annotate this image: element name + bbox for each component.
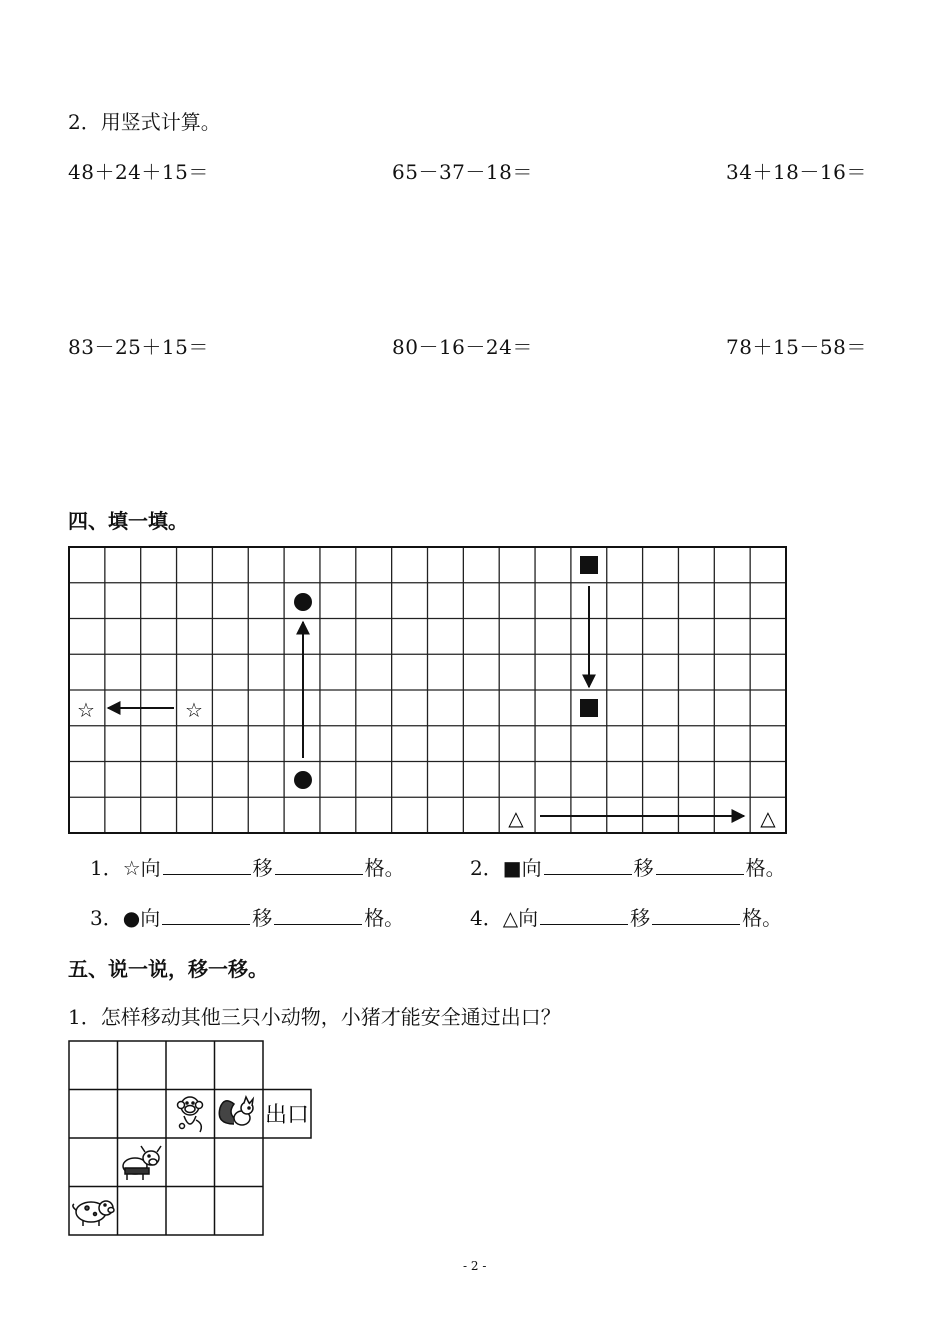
fill-question-3: 3． ● 向 移 格。	[90, 906, 405, 930]
monkey-icon[interactable]	[178, 1097, 203, 1132]
triangle-icon: △	[508, 806, 524, 830]
animal-puzzle-grid	[68, 1040, 314, 1238]
steps-blank[interactable]	[274, 904, 362, 925]
circle-icon: ●	[122, 906, 141, 930]
expression: 34＋18－16＝	[726, 160, 867, 184]
steps-blank[interactable]	[652, 904, 740, 925]
square-icon: ■	[502, 856, 522, 880]
star-icon: ☆	[77, 698, 95, 722]
expression: 65－37－18＝	[392, 160, 533, 184]
circle-icon	[294, 593, 312, 611]
exit-label: 出口	[264, 1103, 310, 1128]
expression: 83－25＋15＝	[68, 335, 209, 359]
steps-blank[interactable]	[275, 854, 363, 875]
circle-icon	[294, 771, 312, 789]
question-title: 2．用竖式计算。	[68, 110, 221, 134]
star-icon: ☆	[185, 698, 203, 722]
expression: 48＋24＋15＝	[68, 160, 209, 184]
fill-question-2: 2． ■ 向 移 格。	[470, 856, 786, 880]
star-icon: ☆	[122, 856, 141, 880]
triangle-icon: △	[760, 806, 776, 830]
section-title: 四、填一填。	[68, 509, 188, 533]
fill-question-1: 1． ☆ 向 移 格。	[90, 856, 405, 880]
steps-blank[interactable]	[656, 854, 744, 875]
question-text: 1．怎样移动其他三只小动物，小猪才能安全通过出口？	[68, 1005, 561, 1029]
square-icon	[580, 699, 598, 717]
squirrel-icon[interactable]	[219, 1097, 253, 1125]
movement-grid	[68, 546, 788, 836]
expression: 78＋15－58＝	[726, 335, 867, 359]
direction-blank[interactable]	[162, 904, 250, 925]
cow-icon[interactable]	[123, 1146, 161, 1180]
pig-icon[interactable]	[73, 1201, 114, 1226]
section-title: 五、说一说，移一移。	[68, 957, 268, 981]
page-number: - 2 -	[463, 1259, 487, 1273]
expression: 80－16－24＝	[392, 335, 533, 359]
triangle-icon: △	[502, 906, 519, 930]
fill-question-4: 4． △ 向 移 格。	[470, 906, 783, 930]
direction-blank[interactable]	[163, 854, 251, 875]
square-icon	[580, 556, 598, 574]
direction-blank[interactable]	[544, 854, 632, 875]
direction-blank[interactable]	[540, 904, 628, 925]
